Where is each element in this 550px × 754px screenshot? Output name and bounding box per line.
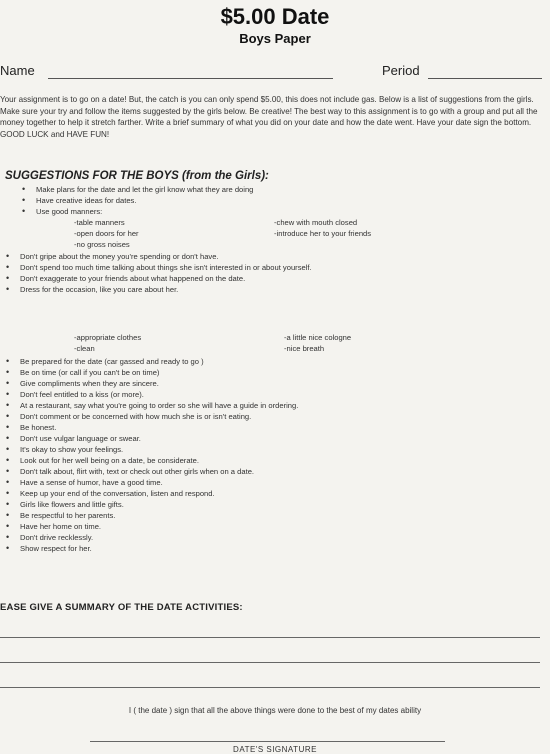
bullet-icon: • [6, 400, 10, 410]
page-title: $5.00 Date [220, 4, 330, 29]
bullet-icon: • [6, 273, 10, 283]
manners-item: -chew with mouth closed [274, 218, 358, 227]
suggestions-heading: SUGGESTIONS FOR THE BOYS (from the Girls): [5, 170, 269, 182]
signature-line[interactable] [90, 741, 445, 742]
bullet-icon: • [6, 499, 10, 509]
bullet-icon: • [6, 262, 10, 272]
bullet-icon: • [6, 356, 10, 366]
signature-statement: I ( the date ) sign that all the above things were done to the best of my dates ability [128, 706, 422, 715]
summary-line[interactable] [0, 637, 540, 638]
bullet-icon: • [6, 422, 10, 432]
bullet-icon: • [6, 477, 10, 487]
signature-label: DATE'S SIGNATURE [233, 745, 317, 754]
bullet-icon: • [6, 466, 10, 476]
bullet-icon: • [6, 367, 10, 377]
summary-heading: EASE GIVE A SUMMARY OF THE DATE ACTIVITIES: [0, 602, 243, 613]
bullet-icon: • [6, 284, 10, 294]
dress-item: -a little nice cologne [284, 333, 352, 342]
manners-item: -introduce her to your friends [274, 229, 372, 238]
bullet-icon: • [6, 411, 10, 421]
bullet-icon: • [6, 433, 10, 443]
period-label: Period [382, 63, 420, 78]
bullet-icon: • [6, 455, 10, 465]
manners-item: -table manners [74, 218, 125, 227]
dress-item: -clean [74, 344, 95, 353]
name-label: Name [0, 63, 35, 78]
bullet-icon: • [6, 543, 10, 553]
manners-item: -no gross noises [74, 240, 130, 249]
period-field-line[interactable] [428, 78, 542, 79]
bullet-icon: • [22, 184, 26, 194]
summary-line[interactable] [0, 662, 540, 663]
bullet-icon: • [6, 378, 10, 388]
bullet-icon: • [6, 532, 10, 542]
dress-item: -appropriate clothes [74, 333, 142, 342]
summary-line[interactable] [0, 687, 540, 688]
bullet-icon: • [6, 510, 10, 520]
bullet-icon: • [6, 488, 10, 498]
dress-item: -nice breath [284, 344, 325, 353]
bullet-icon: • [22, 206, 26, 216]
bullet-icon: • [6, 251, 10, 261]
name-field-line[interactable] [48, 78, 333, 79]
bullet-icon: • [6, 444, 10, 454]
assignment-instructions: Your assignment is to go on a date! But, the catch is you can only spend $5.00, this does not include gas. Below is a list of suggestions from the girls. Make sure your try and follow the items suggested by the girls below. Be creative! The best way to this assignment is to go with a group and put all the money together to help it stretch farther. Write a brief summary of what you did on your date and how the date went. Have your date sign the bottom. GOOD LUCK and HAVE FUN! [0, 95, 538, 139]
bullet-icon: • [22, 195, 26, 205]
manners-item: -open doors for her [74, 229, 139, 238]
name-period-row [0, 63, 550, 83]
bullet-icon: • [6, 389, 10, 399]
bullet-icon: • [6, 521, 10, 531]
page-subtitle: Boys Paper [239, 31, 311, 46]
